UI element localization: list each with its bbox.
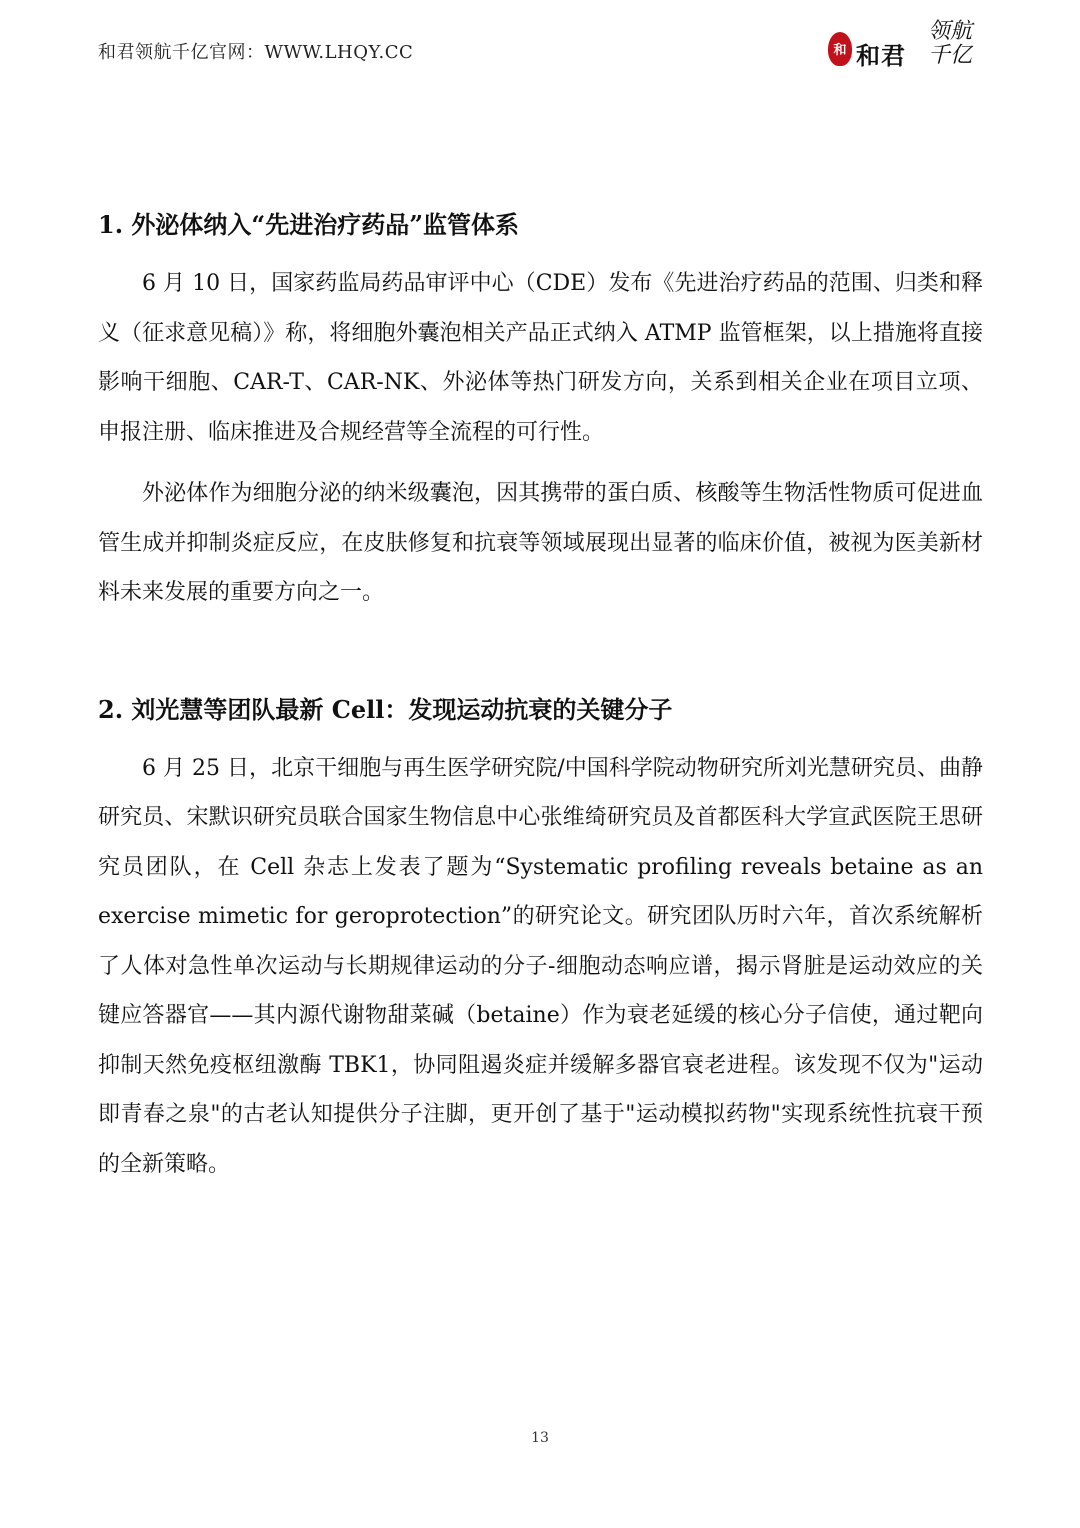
page-header (0, 0, 1080, 90)
seal-icon: 和 (828, 32, 852, 66)
section-heading: 2. 刘光慧等团队最新 Cell：发现运动抗衰的关键分子 (98, 694, 673, 724)
paragraph: 外泌体作为细胞分泌的纳米级囊泡，因其携带的蛋白质、核酸等生物活性物质可促进血管生成并抑制炎症反应，在皮肤修复和抗衰等领域展现出显著的临床价值，被视为医美新材料未来发展的重要方向之一。 (98, 481, 983, 605)
logo-sub-text: 领航千亿 (928, 19, 973, 68)
paragraph: 6 月 10 日，国家药监局药品审评中心（CDE）发布《先进治疗药品的范围、归类和释义（征求意见稿）》称，将细胞外囊泡相关产品正式纳入 ATMP 监管框架，以上措施将直接影响干细胞、CAR-T、CAR-NK、外泌体等热门研发方向，关系到相关企业在项目立项、申报注册、临床推进及合规经营等全流程的可行性。 (98, 271, 983, 445)
section-heading: 1. 外泌体纳入“先进治疗药品”监管体系 (98, 210, 520, 239)
document-body (98, 205, 983, 1189)
brand-logo (828, 18, 988, 78)
page-number: 13 (531, 1430, 549, 1446)
site-url-line: 和君领航千亿官网：WWW.LHQY.CC (98, 42, 414, 63)
paragraph: 6 月 25 日，北京干细胞与再生医学研究院/中国科学院动物研究所刘光慧研究员、曲静研究员、宋默识研究员联合国家生物信息中心张维绮研究员及首都医科大学宣武医院王思研究员团队，在 Cell 杂志上发表了题为“Systematic profiling reveals betaine as an exercise mimetic for geroprotection”的研究论文。研究团队历时六年，首次系统解析了人体对急性单次运动与长期规律运动的分子-细胞动态响应谱，揭示肾脏是运动效应的关键应答器官——其内源代谢物甜菜碱（betaine）作为衰老延缓的核心分子信使，通过靶向抑制天然免疫枢纽激酶 TBK1，协同阻遏炎症并缓解多器官衰老进程。该发现不仅为"运动即青春之泉"的古老认知提供分子注脚，更开创了基于"运动模拟药物"实现系统性抗衰干预的全新策略。 (98, 755, 983, 1177)
logo-brand-text: 和君 (856, 41, 906, 70)
